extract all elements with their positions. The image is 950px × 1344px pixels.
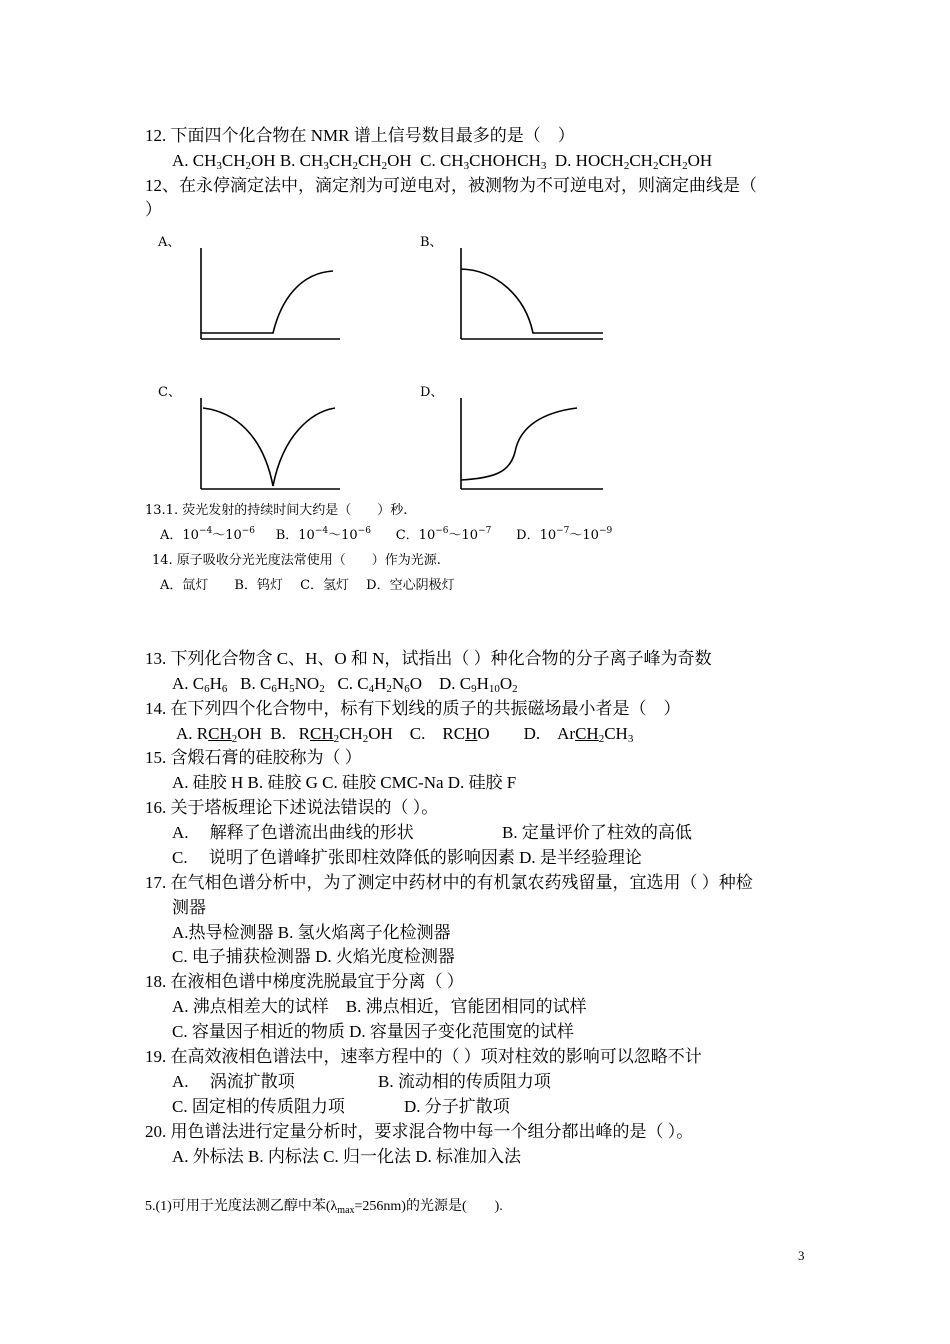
q16-stem: 16. 关于塔板理论下述说法错误的（ ）。	[145, 798, 439, 817]
q16-option-b: B. 定量评价了柱效的高低	[502, 823, 692, 842]
q18-options-ab: A. 沸点相差大的试样 B. 沸点相近，官能团相同的试样	[172, 997, 587, 1016]
q17-stem-line2: 测器	[172, 898, 206, 917]
titration-curve-c	[195, 390, 345, 495]
q20-options: A. 外标法 B. 内标法 C. 归一化法 D. 标准加入法	[172, 1147, 521, 1166]
curve-label-b: B、	[420, 235, 443, 250]
q15-options: A. 硅胶 H B. 硅胶 G C. 硅胶 CMC-Na D. 硅胶 F	[172, 773, 517, 792]
q12a-options: A. $CH_3CH_2OH$ B. $CH_3CH_2CH_2OH$ C. $CH_3CHOHCH_3$ D. $HOCH_2CH_2CH_2OH$	[172, 151, 713, 172]
q12b-stem-line2: ）	[145, 200, 162, 219]
q18-options-cd: C. 容量因子相近的物质 D. 容量因子变化范围宽的试样	[172, 1022, 574, 1041]
q13-1-stem: 13.1. 荧光发射的持续时间大约是（ ）秒.	[145, 503, 408, 518]
q19-option-b: B. 流动相的传质阻力项	[378, 1072, 551, 1091]
q17-options-cd: C. 电子捕获检测器 D. 火焰光度检测器	[172, 947, 455, 966]
q13-stem: 13. 下列化合物含 C、H、O 和 N，试指出（ ）种化合物的分子离子峰为奇数	[145, 649, 712, 668]
q14-stem: 14. 在下列四个化合物中，标有下划线的质子的共振磁场最小者是（ ）	[145, 699, 681, 718]
q20-stem: 20. 用色谱法进行定量分析时，要求混合物中每一个组分都出峰的是（ ）。	[145, 1122, 694, 1141]
q17-stem-line1: 17. 在气相色谱分析中，为了测定中药材中的有机氯农药残留量，宜选用（ ）种检	[145, 873, 753, 892]
q16-option-cd: C. 说明了色谱峰扩张即柱效降低的影响因素 D. 是半经验理论	[172, 848, 642, 867]
q5-stem: 5.(1)可用于光度法测乙醇中苯$(\lambda_{max}=256nm)$的光源是( ).	[145, 1199, 503, 1216]
q14-small-stem: 14. 原子吸收分光光度法常使用（ ）作为光源.	[152, 553, 441, 568]
q16-option-a: A. 解释了色谱流出曲线的形状	[172, 823, 414, 842]
curve-label-a: A、	[158, 235, 181, 250]
q12a-stem: 12. 下面四个化合物在 NMR 谱上信号数目最多的是（ ）	[145, 126, 575, 145]
titration-curve-a	[195, 240, 345, 345]
curve-label-d: D、	[420, 385, 444, 400]
q15-stem: 15. 含煅石膏的硅胶称为（ ）	[145, 748, 362, 767]
curve-label-c: C、	[158, 385, 181, 400]
q19-option-c: C. 固定相的传质阻力项	[172, 1097, 345, 1116]
titration-curve-b	[455, 240, 605, 345]
q13-options: A. $C_6H_6$ B. $C_6H_5NO_2$ C. $C_4H_2N_6O$ D. $C_9H_{10}O_2$	[172, 674, 518, 695]
titration-curve-d	[455, 390, 605, 495]
q13-1-options: A．$10^{-4}\sim 10^{-6}$ B．$10^{-4}\sim 10^{-6}$ C．$10^{-6}\sim 10^{-7}$ D．$10^{-7}\sim 10^{-9}$	[160, 526, 613, 543]
page-number: 3	[798, 1248, 805, 1263]
q19-option-a: A. 涡流扩散项	[172, 1072, 295, 1091]
q17-options-ab: A.热导检测器 B. 氢火焰离子化检测器	[172, 923, 451, 942]
q12b-stem-line1: 12、在永停滴定法中，滴定剂为可逆电对，被测物为不可逆电对，则滴定曲线是（	[145, 176, 757, 195]
q19-option-d: D. 分子扩散项	[404, 1097, 510, 1116]
q14-small-options: A．氙灯 B．钨灯 C．氢灯 D．空心阴极灯	[160, 578, 455, 593]
q18-stem: 18. 在液相色谱中梯度洗脱最宜于分离（ ）	[145, 972, 464, 991]
q19-stem: 19. 在高效液相色谱法中，速率方程中的（ ）项对柱效的影响可以忽略不计	[145, 1047, 702, 1066]
q14-options: A. $RCH_2OH$ B. $RCH_2CH_2OH$ C. RCHO D. $ArCH_2CH_3$	[176, 724, 634, 745]
